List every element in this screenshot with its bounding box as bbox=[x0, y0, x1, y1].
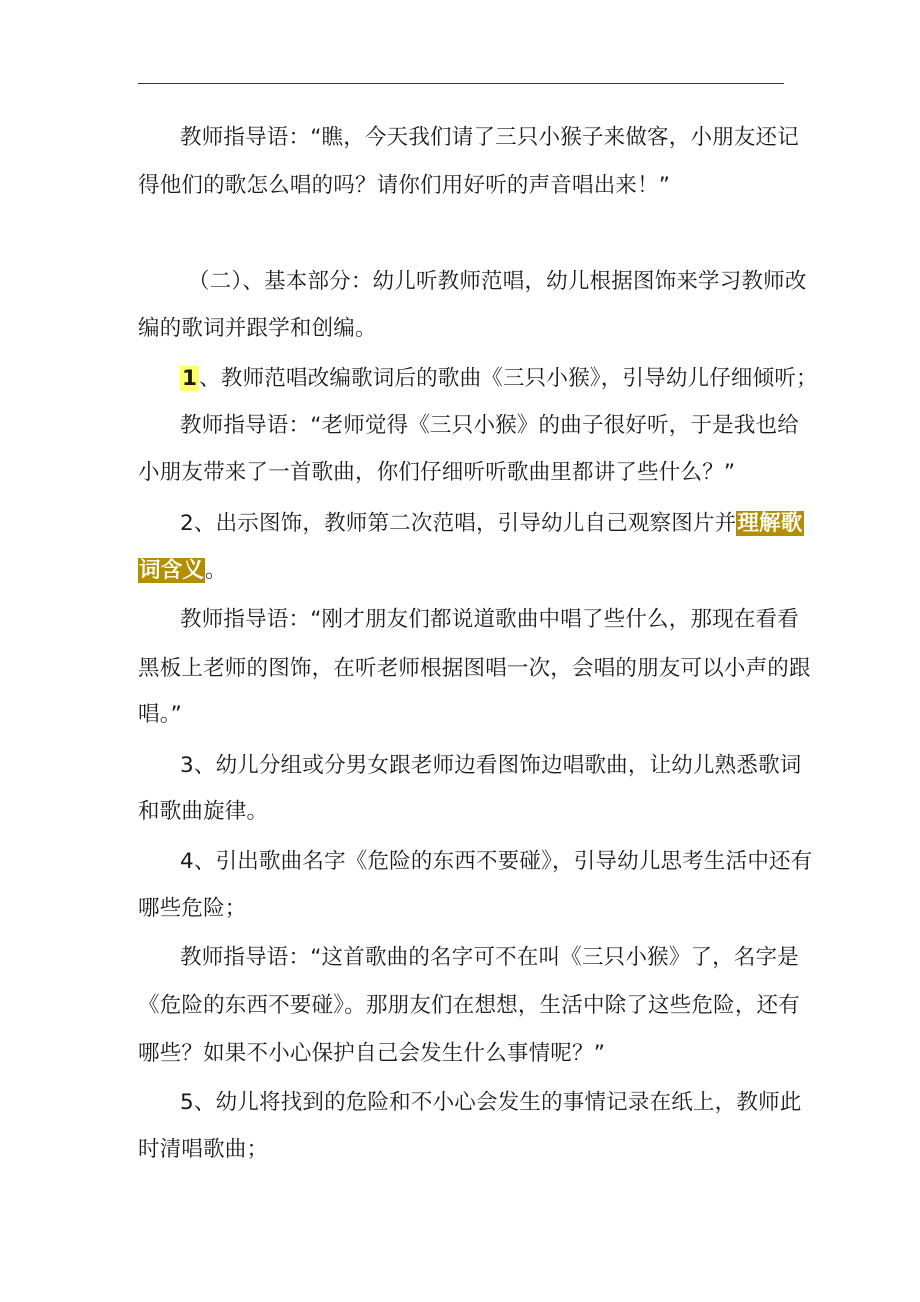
p5-line2-end: 。 bbox=[205, 558, 227, 583]
p5-line1 bbox=[180, 509, 804, 539]
p10-line2: 时清唱歌曲； bbox=[138, 1137, 269, 1162]
p1-line2: 得他们的歌怎么唱的吗？请你们用好听的声音唱出来！” bbox=[138, 173, 671, 198]
p4-line2: 小朋友带来了一首歌曲，你们仔细听听歌曲里都讲了些什么？” bbox=[138, 460, 736, 485]
p5-line1-text: 2、出示图饰，教师第二次范唱，引导幼儿自己观察图片并 bbox=[180, 511, 737, 536]
p9-line1: 教师指导语：“这首歌曲的名字可不在叫《三只小猴》了，名字是 bbox=[180, 945, 799, 970]
p10-line1: 5、幼儿将找到的危险和不小心会发生的事情记录在纸上，教师此 bbox=[180, 1090, 802, 1115]
p9-line3: 哪些？如果不小心保护自己会发生什么事情呢？” bbox=[138, 1041, 606, 1066]
p2-line2: 编的歌词并跟学和创编。 bbox=[138, 316, 377, 341]
p7-line1: 3、幼儿分组或分男女跟老师边看图饰边唱歌曲，让幼儿熟悉歌词 bbox=[180, 753, 802, 778]
p4-line1: 教师指导语：“老师觉得《三只小猴》的曲子很好听，于是我也给 bbox=[180, 413, 799, 438]
p3-line1 bbox=[180, 364, 818, 394]
p1-line1: 教师指导语：“瞧，今天我们请了三只小猴子来做客，小朋友还记 bbox=[180, 125, 799, 150]
header-rule bbox=[138, 83, 784, 84]
highlight-lyrics-meaning: 词含义 bbox=[139, 558, 205, 583]
p5-line2 bbox=[138, 556, 227, 586]
item-1-marker: 1 bbox=[182, 366, 198, 391]
p6-line3: 唱。” bbox=[138, 702, 182, 727]
p8-line1: 4、引出歌曲名字《危险的东西不要碰》，引导幼儿思考生活中还有 bbox=[180, 849, 813, 874]
highlight-understand-lyrics: 理解歌 bbox=[737, 511, 803, 536]
p6-line2: 黑板上老师的图饰，在听老师根据图唱一次，会唱的朋友可以小声的跟 bbox=[138, 656, 811, 681]
p8-line2: 哪些危险； bbox=[138, 896, 247, 921]
p2-line1: （二）、基本部分：幼儿听教师范唱，幼儿根据图饰来学习教师改 bbox=[188, 269, 807, 294]
p3-line1-text: 、教师范唱改编歌词后的歌曲《三只小猴》，引导幼儿仔细倾听； bbox=[199, 366, 818, 391]
p6-line1: 教师指导语：“刚才朋友们都说道歌曲中唱了些什么，那现在看看 bbox=[180, 607, 799, 632]
p7-line2: 和歌曲旋律。 bbox=[138, 799, 269, 824]
p9-line2: 《危险的东西不要碰》。那朋友们在想想，生活中除了这些危险，还有 bbox=[138, 993, 800, 1018]
